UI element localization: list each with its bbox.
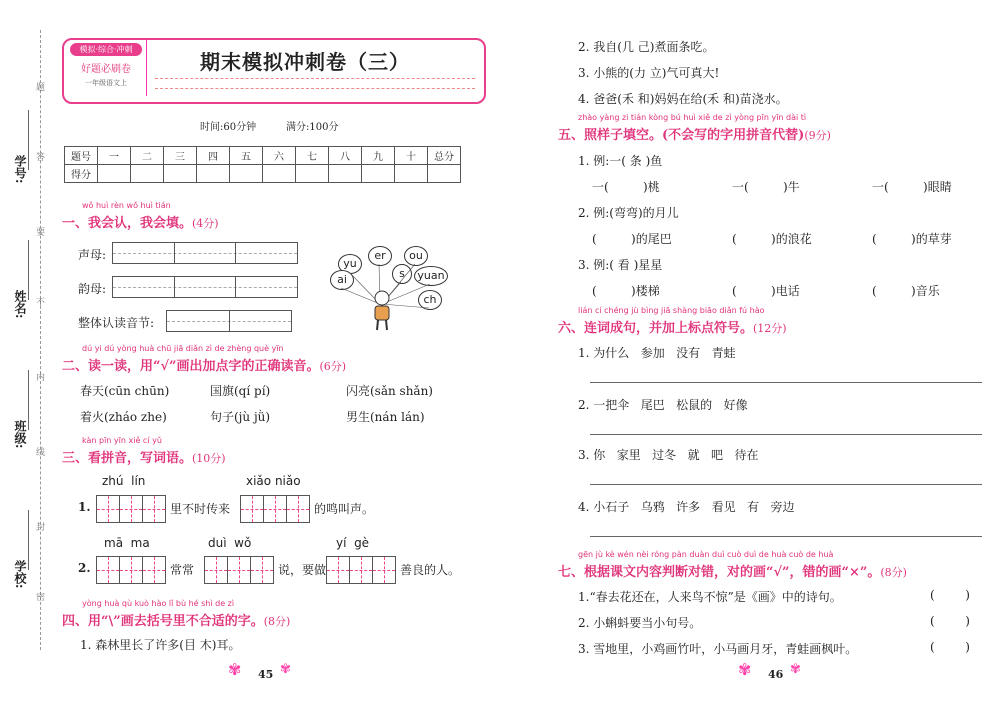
score-cell: 总分	[428, 147, 461, 165]
q5-points: (9分)	[804, 129, 831, 142]
balloon: yuan	[414, 266, 448, 286]
score-input-cell[interactable]	[428, 165, 461, 183]
q7-points: (8分)	[880, 566, 907, 579]
score-table	[64, 146, 461, 183]
q7-pinyin: gēn jù kè wén nèi róng pàn duàn duì cuò duì de huà cuò de huà	[578, 550, 834, 559]
q3-pinyin-prompt: yí gè	[336, 536, 370, 550]
q3-text: 常常	[170, 563, 195, 577]
balloon-illustration	[322, 242, 462, 332]
q3-pinyin: kàn pīn yīn xiě cí yǔ	[82, 436, 162, 445]
palm-tree-icon: ✾	[738, 660, 752, 679]
q5-blank[interactable]: ( )的草芽	[872, 232, 952, 246]
seal-char: 答	[36, 153, 46, 163]
q3-text: 说，要做	[278, 563, 327, 577]
q6-answer-line[interactable]	[590, 382, 982, 383]
q7-answer-paren[interactable]: ( )	[930, 588, 970, 602]
balloon: s	[392, 264, 412, 284]
q5-pinyin: zhào yàng zi tián kòng bú huì xiě de zì yòng pīn yīn dài tì	[578, 113, 807, 122]
name-blank[interactable]	[28, 240, 29, 300]
q2-title	[62, 355, 346, 374]
score-input-cell[interactable]	[131, 165, 164, 183]
seal-char: 密	[36, 593, 46, 603]
q1-row-label: 整体认读音节:	[78, 316, 155, 330]
q3-char-box[interactable]	[96, 495, 120, 523]
score-input-cell[interactable]	[164, 165, 197, 183]
q6-answer-line[interactable]	[590, 536, 982, 537]
q6-pinyin: lián cí chéng jù bìng jiā shàng biāo diǎn fú hào	[578, 306, 765, 315]
q2-item[interactable]: 句子(jù jǜ)	[210, 410, 271, 424]
q5-blank[interactable]: 一( )牛	[732, 180, 800, 194]
q1-pinyin: wǒ huì rèn wǒ huì tián	[82, 201, 171, 210]
score-table-header-row	[65, 147, 461, 165]
q1-row-label: 声母:	[78, 248, 107, 262]
q4-item[interactable]: 2. 我自(几 己)煮面条吃。	[578, 40, 715, 54]
q2-title-text: 二、读一读，用“√”画出加点字的正确读音。	[62, 359, 320, 374]
q4-title	[62, 610, 290, 629]
q7-title	[558, 561, 907, 580]
q5-blank[interactable]: ( )电话	[732, 284, 800, 298]
q6-points: (12分)	[753, 322, 787, 335]
page-number: 46	[768, 668, 784, 681]
q3-char-box[interactable]	[227, 556, 251, 584]
q1-whole-syllable-box[interactable]	[166, 310, 292, 332]
q3-pinyin-prompt: duì wǒ	[208, 536, 252, 550]
q5-title	[558, 124, 831, 143]
title-dots	[155, 78, 475, 79]
q3-char-box[interactable]	[240, 495, 264, 523]
q3-pinyin-prompt: mā ma	[104, 536, 150, 550]
score-input-cell[interactable]	[362, 165, 395, 183]
q3-char-box[interactable]	[142, 556, 166, 584]
q3-points: (10分)	[192, 452, 226, 465]
seal-char: 题	[36, 83, 46, 93]
score-cell: 八	[329, 147, 362, 165]
q3-char-box[interactable]	[204, 556, 228, 584]
q1-finals-box[interactable]	[112, 276, 298, 298]
q3-char-box[interactable]	[349, 556, 373, 584]
score-cell: 三	[164, 147, 197, 165]
q4-title-text: 四、用“\”画去括号里不合适的字。	[62, 614, 264, 629]
sidebar-label-name: 姓名:	[13, 290, 27, 319]
q2-item[interactable]: 国旗(qí pí)	[210, 384, 271, 398]
q2-item[interactable]: 春天(cūn chūn)	[80, 384, 170, 398]
q2-item[interactable]: 着火(zháo zhe)	[80, 410, 167, 424]
q6-title-text: 六、连词成句，并加上标点符号。	[558, 321, 754, 336]
q3-char-box[interactable]	[326, 556, 350, 584]
seal-char: 不	[36, 298, 46, 308]
binding-line	[40, 30, 41, 650]
q3-title-text: 三、看拼音，写词语。	[62, 451, 193, 466]
balloon: ou	[404, 246, 428, 266]
q4-item[interactable]: 3. 小熊的(力 立)气可真大!	[578, 66, 720, 80]
q2-points: (6分)	[319, 360, 347, 373]
q4-item[interactable]: 4. 爸爸(禾 和)妈妈在给(禾 和)苗浇水。	[578, 92, 788, 106]
q5-blank[interactable]: 一( )桃	[592, 180, 660, 194]
q5-blank[interactable]: 一( )眼睛	[872, 180, 952, 194]
q3-title	[62, 447, 226, 466]
right-page	[500, 0, 1000, 708]
q5-example: 2. 例:(弯弯)的月儿	[578, 206, 679, 220]
q7-answer-paren[interactable]: ( )	[930, 640, 970, 654]
q7-answer-paren[interactable]: ( )	[930, 614, 970, 628]
q5-title-text: 五、照样子填空。(不会写的字用拼音代替)	[558, 128, 805, 143]
badge-bottom: 一年级语文上	[85, 79, 127, 87]
q3-char-box[interactable]	[250, 556, 274, 584]
q2-item[interactable]: 闪亮(sǎn shǎn)	[346, 384, 433, 398]
q7-item: 3. 雪地里，小鸡画竹叶，小马画月牙，青蛙画枫叶。	[578, 642, 858, 656]
q6-item: 3. 你 家里 过冬 就 吧 待在	[578, 448, 759, 462]
student-id-blank[interactable]	[28, 110, 29, 170]
q5-blank[interactable]: ( )楼梯	[592, 284, 660, 298]
badge-mid: 好题必刷卷	[81, 64, 131, 75]
score-input-cell[interactable]	[230, 165, 263, 183]
q2-pinyin: dú yi dú yòng huà chū jiā diǎn zì de zhèng què yīn	[82, 344, 284, 353]
q6-item: 4. 小石子 乌鸦 许多 看见 有 旁边	[578, 500, 795, 514]
score-row-label: 得分	[65, 165, 98, 183]
q7-item: 1.“春去花还在，人来鸟不惊”是《画》中的诗句。	[578, 590, 842, 604]
class-blank[interactable]	[28, 370, 29, 430]
title-dots	[155, 88, 475, 89]
q5-blank[interactable]: ( )的浪花	[732, 232, 812, 246]
palm-tree-icon: ✾	[280, 662, 291, 677]
score-cell: 题号	[65, 147, 98, 165]
q7-item: 2. 小蝌蚪要当小句号。	[578, 616, 702, 630]
score-cell: 五	[230, 147, 263, 165]
q4-points: (8分)	[263, 615, 291, 628]
palm-tree-icon: ✾	[228, 660, 242, 679]
seal-char: 线	[36, 448, 46, 458]
score-input-cell[interactable]	[263, 165, 296, 183]
balloon: ch	[418, 290, 442, 310]
q6-title	[558, 317, 787, 336]
score-input-cell[interactable]	[98, 165, 131, 183]
school-blank[interactable]	[28, 510, 29, 570]
q3-pinyin-prompt: zhú lín	[102, 474, 146, 488]
q3-char-box[interactable]	[119, 495, 143, 523]
q6-item: 1. 为什么 参加 没有 青蛙	[578, 346, 736, 360]
q3-text: 里不时传来	[170, 502, 231, 516]
page-title: 期末模拟冲刺卷（三）	[200, 50, 410, 74]
sidebar-label-school: 学校:	[13, 560, 27, 589]
sidebar-label-student-id: 学号:	[13, 155, 27, 184]
seal-char: 要	[36, 228, 46, 238]
score-cell: 一	[98, 147, 131, 165]
q3-pinyin-prompt: xiǎo niǎo	[246, 474, 301, 488]
score-input-cell[interactable]	[329, 165, 362, 183]
score-cell: 七	[296, 147, 329, 165]
q2-item[interactable]: 男生(nán lán)	[346, 410, 425, 424]
q1-title	[62, 212, 219, 231]
balloon: ai	[330, 270, 354, 290]
score-cell: 九	[362, 147, 395, 165]
header-badge	[66, 40, 147, 96]
seal-char: 封	[36, 523, 46, 533]
q6-answer-line[interactable]	[590, 484, 982, 485]
page-number: 45	[258, 668, 274, 681]
score-cell: 六	[263, 147, 296, 165]
q5-blank[interactable]: ( )的尾巴	[592, 232, 672, 246]
balloon: yu	[338, 254, 362, 274]
q3-text: 善良的人。	[400, 563, 461, 577]
palm-tree-icon: ✾	[790, 662, 801, 677]
seal-char: 内	[36, 373, 46, 383]
q1-title-text: 一、我会认，我会填。	[62, 216, 193, 231]
q5-example: 3. 例:( 看 )星星	[578, 258, 663, 272]
q3-char-box[interactable]	[263, 495, 287, 523]
badge-top: 模拟·综合·冲刺	[70, 43, 142, 56]
child-figure-icon	[322, 242, 462, 332]
score-cell: 二	[131, 147, 164, 165]
balloon: er	[368, 246, 392, 266]
q6-item: 2. 一把伞 尾巴 松鼠的 好像	[578, 398, 748, 412]
q1-initials-box[interactable]	[112, 242, 298, 264]
time-info: 时间:60分钟	[200, 122, 257, 133]
q3-row-number: 2.	[78, 561, 91, 575]
q4-item[interactable]: 1. 森林里长了许多(目 木)耳。	[80, 638, 241, 652]
score-info: 满分:100分	[286, 122, 339, 133]
q6-answer-line[interactable]	[590, 434, 982, 435]
q5-blank[interactable]: ( )音乐	[872, 284, 940, 298]
score-input-cell[interactable]	[296, 165, 329, 183]
q3-char-box[interactable]	[96, 556, 120, 584]
score-cell: 十	[395, 147, 428, 165]
q4-pinyin: yòng huà qù kuò hào lǐ bù hé shì de zì	[82, 599, 235, 608]
score-input-cell[interactable]	[197, 165, 230, 183]
q3-text: 的鸣叫声。	[314, 502, 375, 516]
q1-row-label: 韵母:	[78, 282, 107, 296]
q3-char-box[interactable]	[372, 556, 396, 584]
q3-char-box[interactable]	[286, 495, 310, 523]
q7-title-text: 七、根据课文内容判断对错，对的画“√”，错的画“×”。	[558, 565, 881, 580]
q3-char-box[interactable]	[119, 556, 143, 584]
q3-char-box[interactable]	[142, 495, 166, 523]
score-input-cell[interactable]	[395, 165, 428, 183]
q3-row-number: 1.	[78, 500, 91, 514]
q1-points: (4分)	[192, 217, 219, 230]
q5-example: 1. 例:一( 条 )鱼	[578, 154, 663, 168]
score-cell: 四	[197, 147, 230, 165]
sidebar-label-class: 班级:	[13, 420, 27, 449]
score-table-score-row	[65, 165, 461, 183]
